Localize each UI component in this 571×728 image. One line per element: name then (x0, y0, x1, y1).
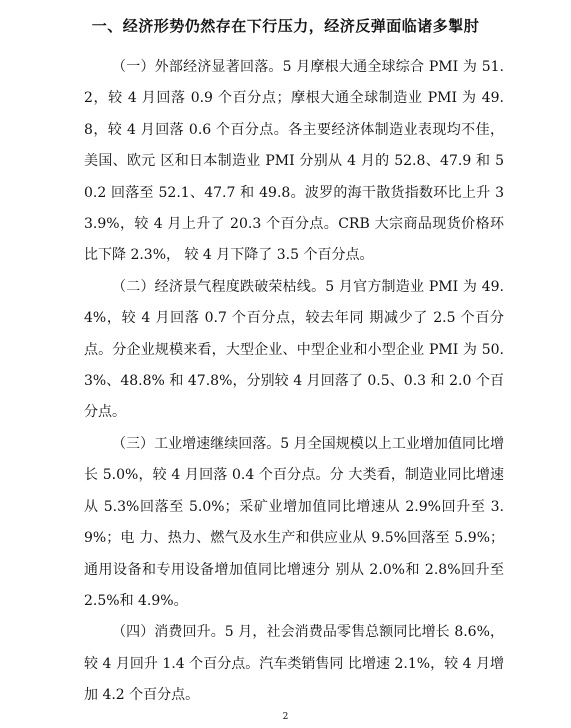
page-number: 2 (282, 712, 289, 722)
body-text (84, 52, 504, 712)
paragraph-external-economy: （一）外部经济显著回落。5 月摩根大通全球综合 PMI 为 51.2，较 4 月回落 0.9 个百分点；摩根大通全球制造业 PMI 为 49.8，较 4 月回落 0.6 个百分点。各主要经济体制造业表现均不佳，美国、欧元 区和日本制造业 PMI 分别从 4 月的 52.8、47.9 和 50.2 回落至 52.1、47.7 和 49.8。波罗的海干散货指数环比上升 33.9%，较 4 月上升了 20.3 个百分点。CRB 大宗商品现货价格环比下降 2.3%， 较 4 月下降了 3.5 个百分点。 (84, 59, 504, 264)
paragraph-industrial-growth: （三）工业增速继续回落。5 月全国规模以上工业增加值同比增长 5.0%，较 4 月回落 0.4 个百分点。分 大类看，制造业同比增速从 5.3%回落至 5.0%；采矿业增加值同比增速从 2.9%回升至 3.9%；电 力、热力、燃气及水生产和供应业从 9.5%回落至 5.9%；通用设备和专用设备增加值同比增速分 别从 2.0%和 2.8%回升至 2.5%和 4.9%。 (84, 435, 504, 609)
paragraph-business-climate: （二）经济景气程度跌破荣枯线。5 月官方制造业 PMI 为 49.4%，较 4 月回落 0.7 个百分点，较去年同 期减少了 2.5 个百分点。分企业规模来看，大型企业、中型企业和小型企业 PMI 为 50.3%、48.8% 和 47.8%，分别较 4 月回落了 0.5、0.3 和 2.0 个百分点。 (84, 278, 504, 421)
section-heading: 一、经济形势仍然存在下行压力，经济反弹面临诸多掣肘 (91, 17, 480, 35)
paragraph-consumption: （四）消费回升。5 月，社会消费品零售总额同比增长 8.6%，较 4 月回升 1.4 个百分点。汽车类销售同 比增速 2.1%，较 4 月增加 4.2 个百分点。 (84, 624, 504, 704)
